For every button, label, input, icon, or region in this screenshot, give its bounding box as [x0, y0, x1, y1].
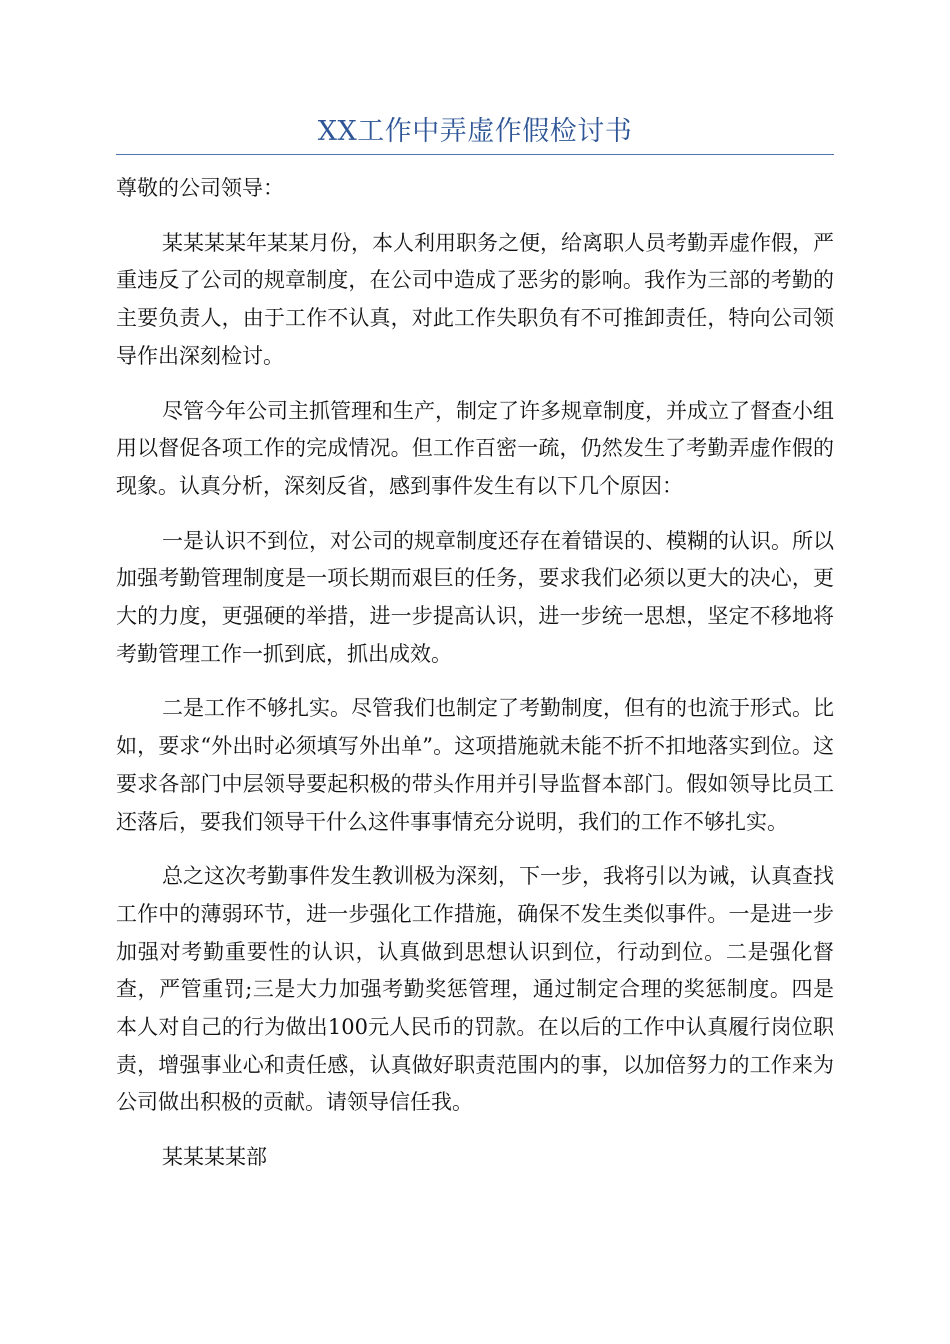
salutation: 尊敬的公司领导： — [116, 176, 284, 200]
paragraph-2: 尽管今年公司主抓管理和生产，制定了许多规章制度，并成立了督查小组用以督促各项工作的完成情况。但工作百密一疏，仍然发生了考勤弄虚作假的现象。认真分析，深刻反省，感到事件发生有以下几个原因： — [116, 398, 834, 498]
document-body — [116, 170, 834, 1177]
paragraph-3: 一是认识不到位，对公司的规章制度还存在着错误的、模糊的认识。所以加强考勤管理制度是一项长期而艰巨的任务，要求我们必须以更大的决心，更大的力度，更强硬的举措，进一步提高认识，进一步统一思想，坚定不移地将考勤管理工作一抓到底，抓出成效。 — [116, 528, 834, 666]
paragraph-1: 某某某某年某某月份，本人利用职务之便，给离职人员考勤弄虚作假，严重违反了公司的规章制度，在公司中造成了恶劣的影响。我作为三部的考勤的主要负责人，由于工作不认真，对此工作失职负有不可推卸责任，特向公司领导作出深刻检讨。 — [116, 230, 834, 368]
signature: 某某某某部 — [162, 1145, 267, 1170]
document-title: XX工作中弄虚作假检讨书 — [317, 116, 633, 147]
title-underline — [116, 154, 834, 155]
paragraph-5: 总之这次考勤事件发生教训极为深刻，下一步，我将引以为诫，认真查找工作中的薄弱环节，进一步强化工作措施，确保不发生类似事件。一是进一步加强对考勤重要性的认识，认真做到思想认识到位，行动到位。二是强化督查，严管重罚;三是大力加强考勤奖惩管理，通过制定合理的奖惩制度。四是本人对自己的行为做出100元人民币的罚款。在以后的工作中认真履行岗位职责，增强事业心和责任感，认真做好职责范围内的事，以加倍努力的工作来为公司做出积极的贡献。请领导信任我。 — [116, 864, 834, 1115]
paragraph-4: 二是工作不够扎实。尽管我们也制定了考勤制度，但有的也流于形式。比如，要求“外出时必须填写外出单”。这项措施就未能不折不扣地落实到位。这要求各部门中层领导要起积极的带头作用并引导监督本部门。假如领导比员工还落后，要我们领导干什么这件事事情充分说明，我们的工作不够扎实。 — [116, 696, 834, 834]
